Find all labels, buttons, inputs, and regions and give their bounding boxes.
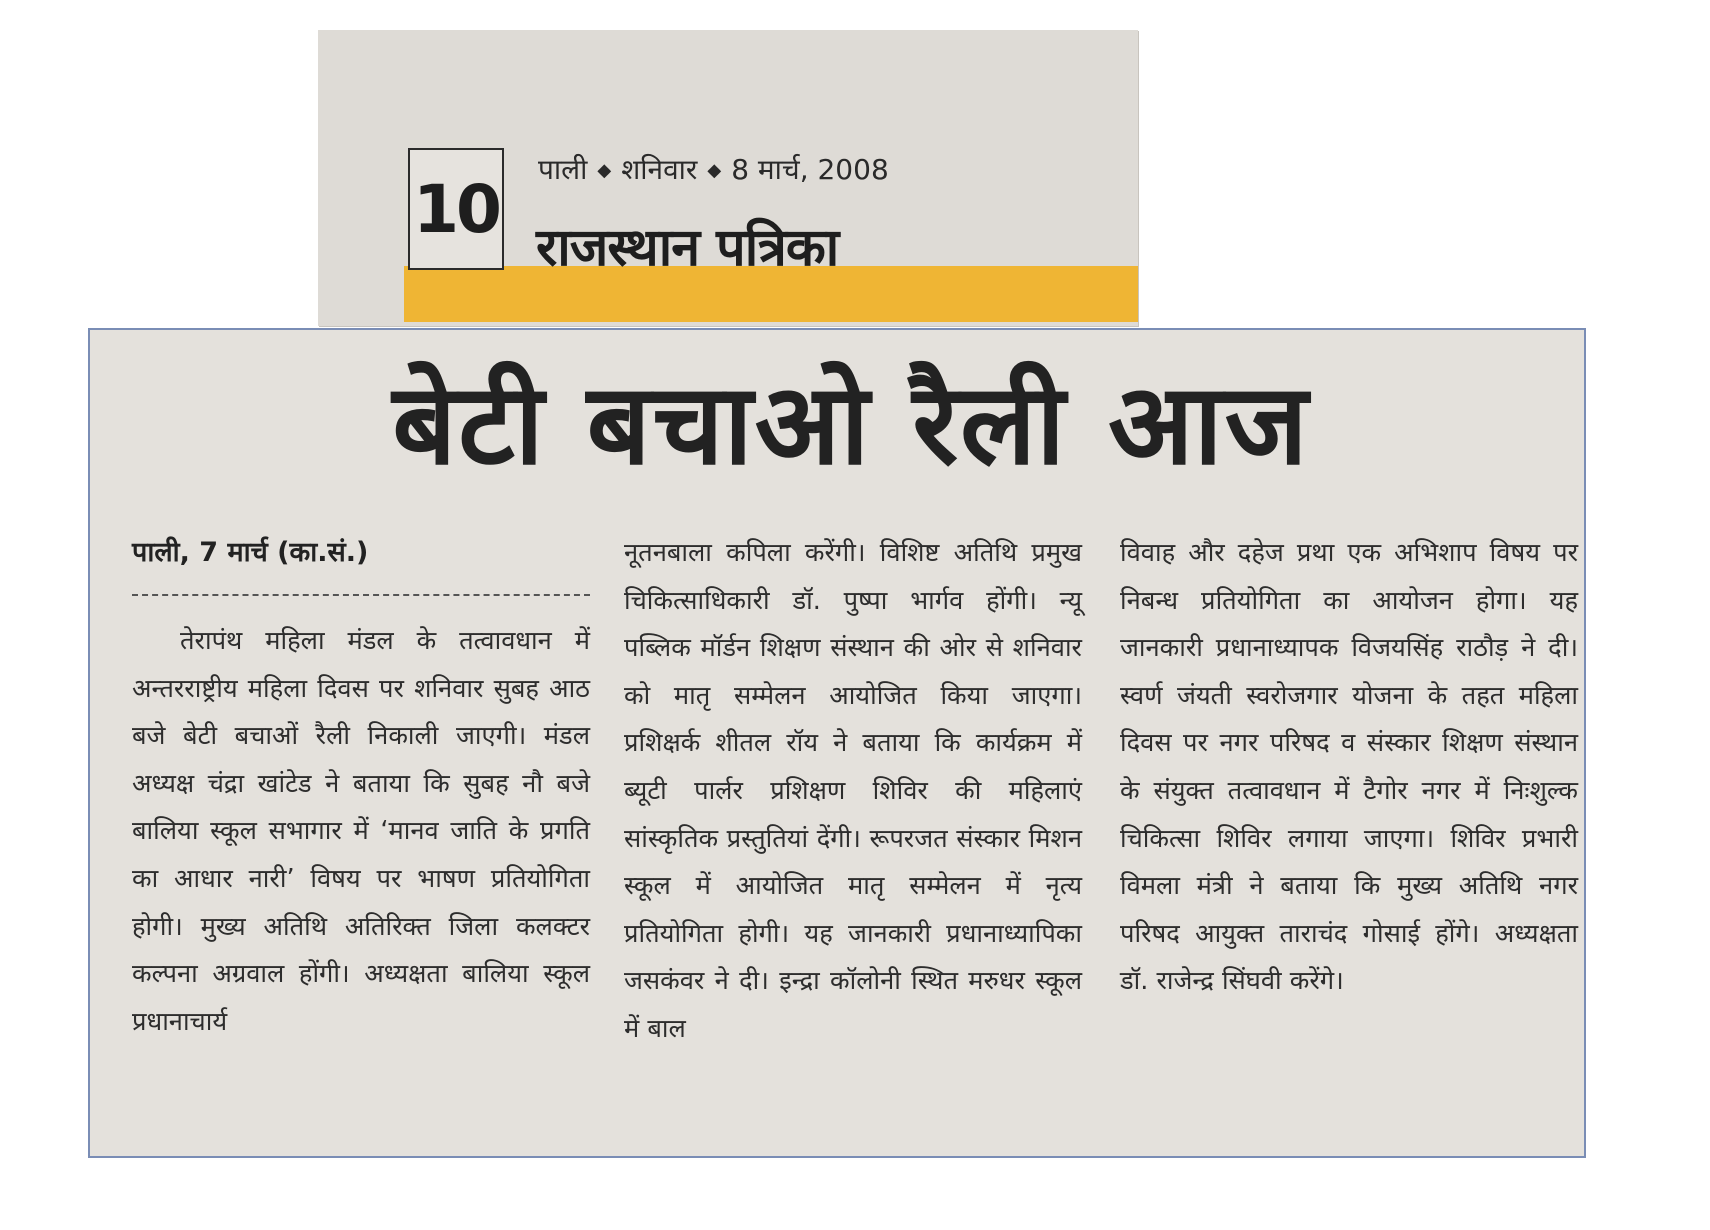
dateline-date: 8 मार्च, 2008 xyxy=(731,153,889,186)
article-headline: बेटी बचाओ रैली आज xyxy=(392,360,1310,490)
diamond-separator-icon: ◆ xyxy=(707,160,722,181)
article-byline: पाली, 7 मार्च (का.सं.) xyxy=(132,537,369,568)
dateline-day: शनिवार xyxy=(621,153,698,186)
dateline-city: पाली xyxy=(538,153,588,186)
masthead-clipping xyxy=(318,30,1138,326)
column-1-text: तेरापंथ महिला मंडल के तत्वावधान में अन्तरराष्ट्रीय महिला दिवस पर शनिवार सुबह आठ बजे बेटी बचाओं रैली निकाली जाएगी। मंडल अध्यक्ष चंद्रा खांटेड ने बताया कि सुबह नौ बजे बालिया स्कूल सभागार में ‘मानव जाति के प्रगति का आधार नारी’ विषय पर भाषण प्रतियोगिता होगी। मुख्य अतिथि अतिरिक्त जिला कलक्टर कल्पना अग्रवाल होंगी। अध्यक्षता बालिया स्कूल प्रधानाचार्य xyxy=(132,626,590,1037)
page-number-box xyxy=(408,148,504,270)
newspaper-name: राजस्थान पत्रिका xyxy=(536,218,839,278)
byline-divider xyxy=(132,594,590,596)
article-column-3 xyxy=(1120,530,1578,1006)
article-column-1 xyxy=(132,530,590,1046)
diamond-separator-icon: ◆ xyxy=(597,160,612,181)
column-3-text: विवाह और दहेज प्रथा एक अभिशाप विषय पर निबन्ध प्रतियोगिता का आयोजन होगा। यह जानकारी प्रधानाध्यापक विजयसिंह राठौड़ ने दी। स्वर्ण जंयती स्वरोजगार योजना के तहत महिला दिवस पर नगर परिषद व संस्कार शिक्षण संस्थान के संयुक्त तत्वावधान में टैगोर नगर में निःशुल्क चिकित्सा शिविर लगाया जाएगा। शिविर प्रभारी विमला मंत्री ने बताया कि मुख्य अतिथि नगर परिषद आयुक्त ताराचंद गोसाई होंगे। अध्यक्षता डॉ. राजेन्द्र सिंघवी करेंगे। xyxy=(1120,538,1578,997)
column-2-text: नूतनबाला कपिला करेंगी। विशिष्ट अतिथि प्रमुख चिकित्साधिकारी डॉ. पुष्पा भार्गव होंगी। न्यू पब्लिक मॉर्डन शिक्षण संस्थान की ओर से शनिवार को मातृ सम्मेलन आयोजित किया जाएगा। प्रशिक्षर्क शीतल रॉय ने बताया कि कार्यक्रम में ब्यूटी पार्लर प्रशिक्षण शिविर की महिलाएं सांस्कृतिक प्रस्तुतियां देंगी। रूपरजत संस्कार मिशन स्कूल में आयोजित मातृ सम्मेलन में नृत्य प्रतियोगिता होगी। यह जानकारी प्रधानाध्यापिका जसकंवर ने दी। इन्द्रा कॉलोनी स्थित मरुधर स्कूल में बाल xyxy=(624,538,1082,1044)
article-column-2 xyxy=(624,530,1082,1054)
page-number: 10 xyxy=(413,170,499,248)
dateline xyxy=(538,150,889,188)
article-clipping xyxy=(88,328,1586,1158)
